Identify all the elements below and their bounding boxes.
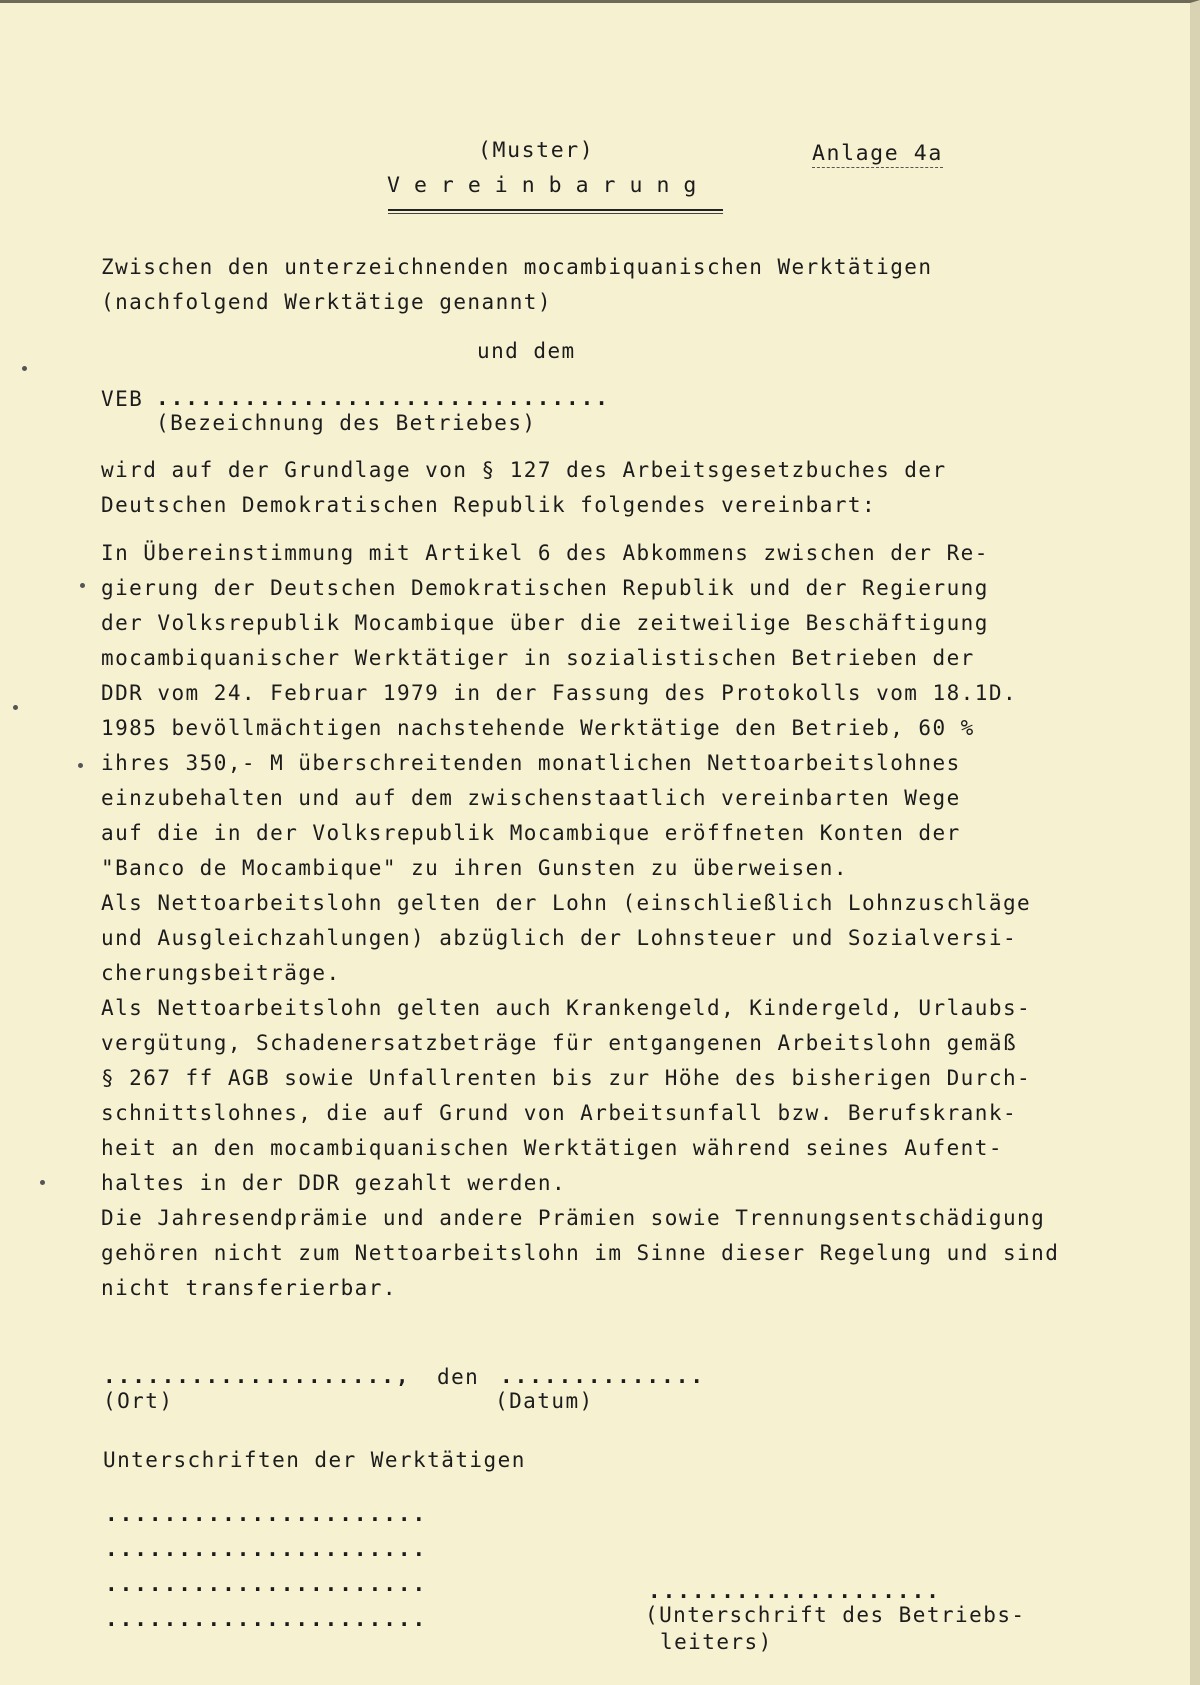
document-title: Vereinbarung (387, 173, 711, 198)
body-line: gierung der Deutschen Demokratischen Republik und der Regierung (101, 576, 989, 600)
und-dem: und dem (477, 339, 576, 363)
worker-signature-line: ...................... (105, 1572, 428, 1596)
body-line: und Ausgleichzahlungen) abzüglich der Lohnsteuer und Sozialversi- (101, 926, 1018, 950)
intro-line-2: (nachfolgend Werktätige genannt) (101, 290, 552, 314)
intro-line-1: Zwischen den unterzeichnenden mocambiquanischen Werktätigen (101, 255, 933, 279)
scan-speck (40, 1180, 45, 1185)
body-line: vergütung, Schadenersatzbeträge für entgangenen Arbeitslohn gemäß (101, 1031, 1018, 1055)
worker-signature-line: ...................... (105, 1502, 428, 1526)
body-line: cherungsbeiträge. (101, 961, 341, 985)
body-line: Als Nettoarbeitslohn gelten auch Krankengeld, Kindergeld, Urlaubs- (101, 996, 1032, 1020)
scan-speck (78, 763, 83, 768)
body-line: § 267 ff AGB sowie Unfallrenten bis zur Höhe des bisherigen Durch- (101, 1066, 1032, 1090)
body-line: mocambiquanischer Werktätiger in sozialistischen Betrieben der (101, 646, 975, 670)
datum-caption: (Datum) (495, 1389, 594, 1413)
body-line: auf die in der Volksrepublik Mocambique eröffneten Konten der (101, 821, 961, 845)
body-line: DDR vom 24. Februar 1979 in der Fassung des Protokolls vom 18.1D. (101, 681, 1018, 705)
den-label: den (437, 1365, 480, 1389)
leader-caption-line-2: leiters) (660, 1630, 773, 1654)
scan-speck (80, 583, 85, 588)
body-line: In Übereinstimmung mit Artikel 6 des Abkommens zwischen der Re- (101, 541, 989, 565)
body-line: haltes in der DDR gezahlt werden. (101, 1171, 567, 1195)
worker-signature-line: ...................... (105, 1537, 428, 1561)
datum-dots: .............. (500, 1364, 706, 1388)
veb-caption: (Bezeichnung des Betriebes) (156, 411, 537, 435)
body-line: Als Nettoarbeitslohn gelten der Lohn (einschließlich Lohnzuschläge (101, 891, 1032, 915)
veb-label: VEB (101, 387, 144, 411)
body-line: der Volksrepublik Mocambique über die zeitweilige Beschäftigung (101, 611, 989, 635)
anlage-label: Anlage 4a (812, 141, 943, 166)
body-line: ihres 350,- M überschreitenden monatlichen Nettoarbeitslohnes (101, 751, 961, 775)
body-line: 1985 bevöllmächtigen nachstehende Werktätige den Betrieb, 60 % (101, 716, 975, 740)
muster-label: (Muster) (478, 138, 595, 163)
body-line: schnittslohnes, die auf Grund von Arbeitsunfall bzw. Berufskrank- (101, 1101, 1018, 1125)
body-line: nicht transferierbar. (101, 1276, 397, 1300)
worker-signature-line: ...................... (105, 1607, 428, 1631)
scan-speck (13, 705, 18, 710)
basis-line-2: Deutschen Demokratischen Republik folgendes vereinbart: (101, 493, 877, 517)
title-underline (388, 209, 723, 214)
veb-dots: ............................... (156, 386, 610, 410)
workers-signatures-heading: Unterschriften der Werktätigen (103, 1448, 526, 1472)
basis-line-1: wird auf der Grundlage von § 127 des Arbeitsgesetzbuches der (101, 458, 947, 482)
body-line: "Banco de Mocambique" zu ihren Gunsten zu überweisen. (101, 856, 848, 880)
leader-caption-line-1: (Unterschrift des Betriebs- (645, 1603, 1026, 1627)
ort-dots: ...................., (103, 1364, 411, 1388)
body-line: Die Jahresendprämie und andere Prämien sowie Trennungsentschädigung (101, 1206, 1046, 1230)
body-line: einzubehalten und auf dem zwischenstaatlich vereinbarten Wege (101, 786, 961, 810)
leader-signature-line: .................... (648, 1579, 941, 1603)
body-line: gehören nicht zum Nettoarbeitslohn im Sinne dieser Regelung und sind (101, 1241, 1060, 1265)
body-line: heit an den mocambiquanischen Werktätigen während seines Aufent- (101, 1136, 1003, 1160)
scan-speck (22, 366, 27, 371)
ort-caption: (Ort) (103, 1389, 174, 1413)
